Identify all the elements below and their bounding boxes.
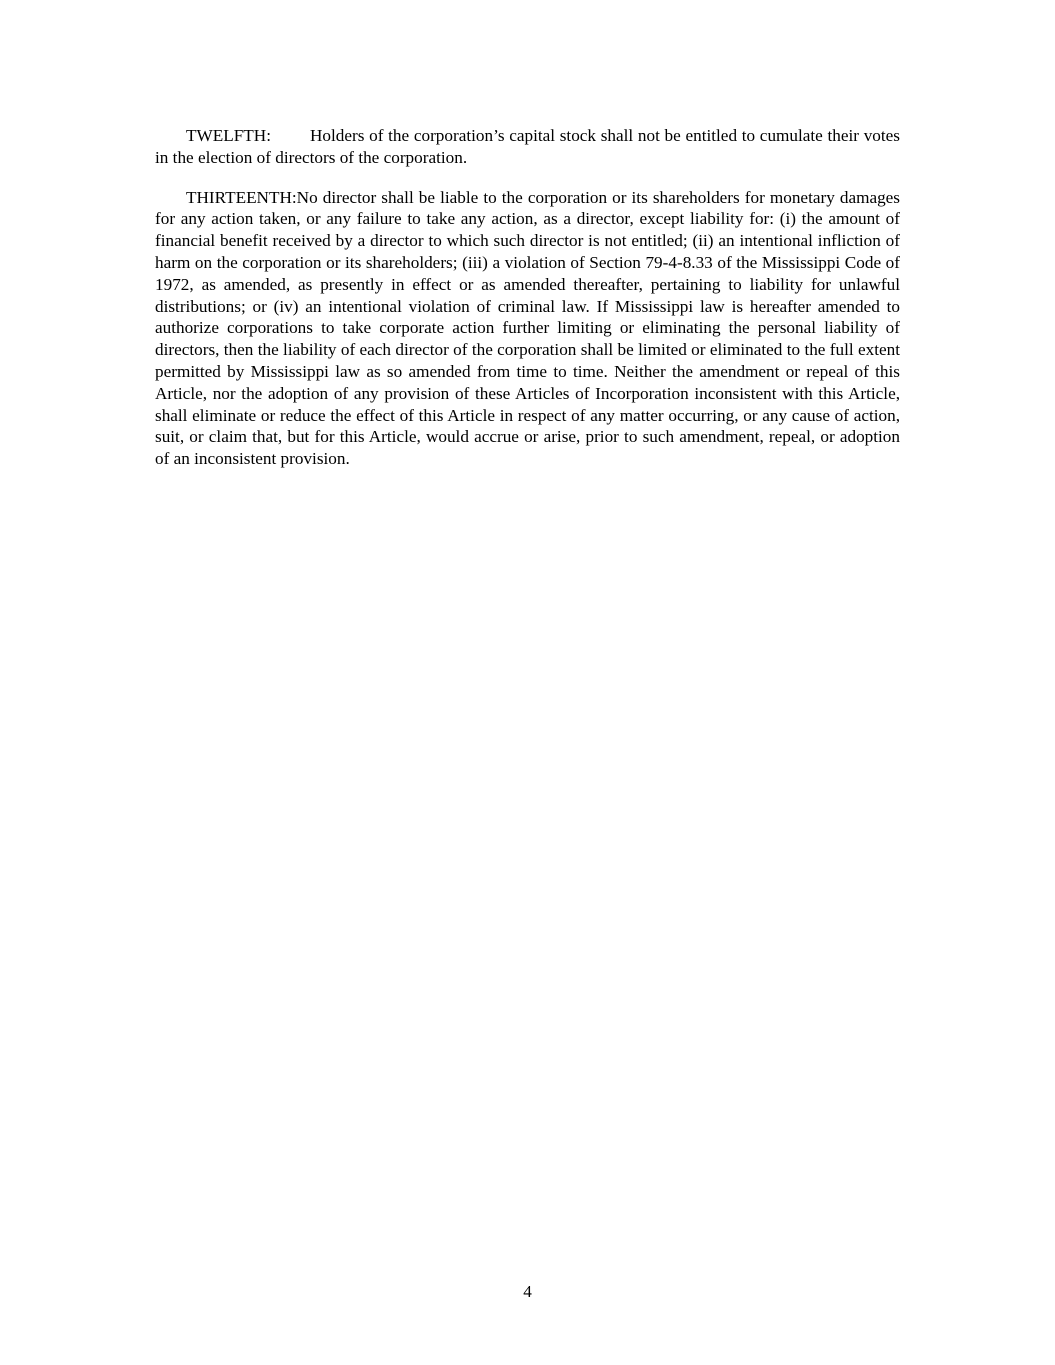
paragraph-thirteenth bbox=[155, 187, 900, 470]
paragraph-label-twelfth: TWELFTH: bbox=[186, 126, 271, 145]
document-page bbox=[155, 125, 900, 488]
paragraph-text-twelfth: Holders of the corporation’s capital stock shall not be entitled to cumulate their votes in the election of directors of the corporation. bbox=[155, 126, 900, 167]
page-number: 4 bbox=[523, 1282, 532, 1301]
paragraph-twelfth bbox=[155, 125, 900, 169]
paragraph-text-thirteenth: No director shall be liable to the corporation or its shareholders for monetary damages for any action taken, or any failure to take any action, as a director, except liability for: (i) the amount of financial benefit received by a director to which such director is not entitled; (ii) an intentional infliction of harm on the corporation or its shareholders; (iii) a violation of Section 79-4-8.33 of the Mississippi Code of 1972, as amended, as presently in effect or as amended thereafter, pertaining to liability for unlawful distributions; or (iv) an intentional violation of criminal law. If Mississippi law is hereafter amended to authorize corporations to take corporate action further limiting or eliminating the personal liability of directors, then the liability of each director of the corporation shall be limited or eliminated to the full extent permitted by Mississippi law as so amended from time to time. Neither the amendment or repeal of this Article, nor the adoption of any provision of these Articles of Incorporation inconsistent with this Article, shall eliminate or reduce the effect of this Article in respect of any matter occurring, or any cause of action, suit, or claim that, but for this Article, would accrue or arise, prior to such amendment, repeal, or adoption of an inconsistent provision. bbox=[155, 187, 900, 469]
paragraph-label-thirteenth: THIRTEENTH: bbox=[186, 187, 297, 207]
